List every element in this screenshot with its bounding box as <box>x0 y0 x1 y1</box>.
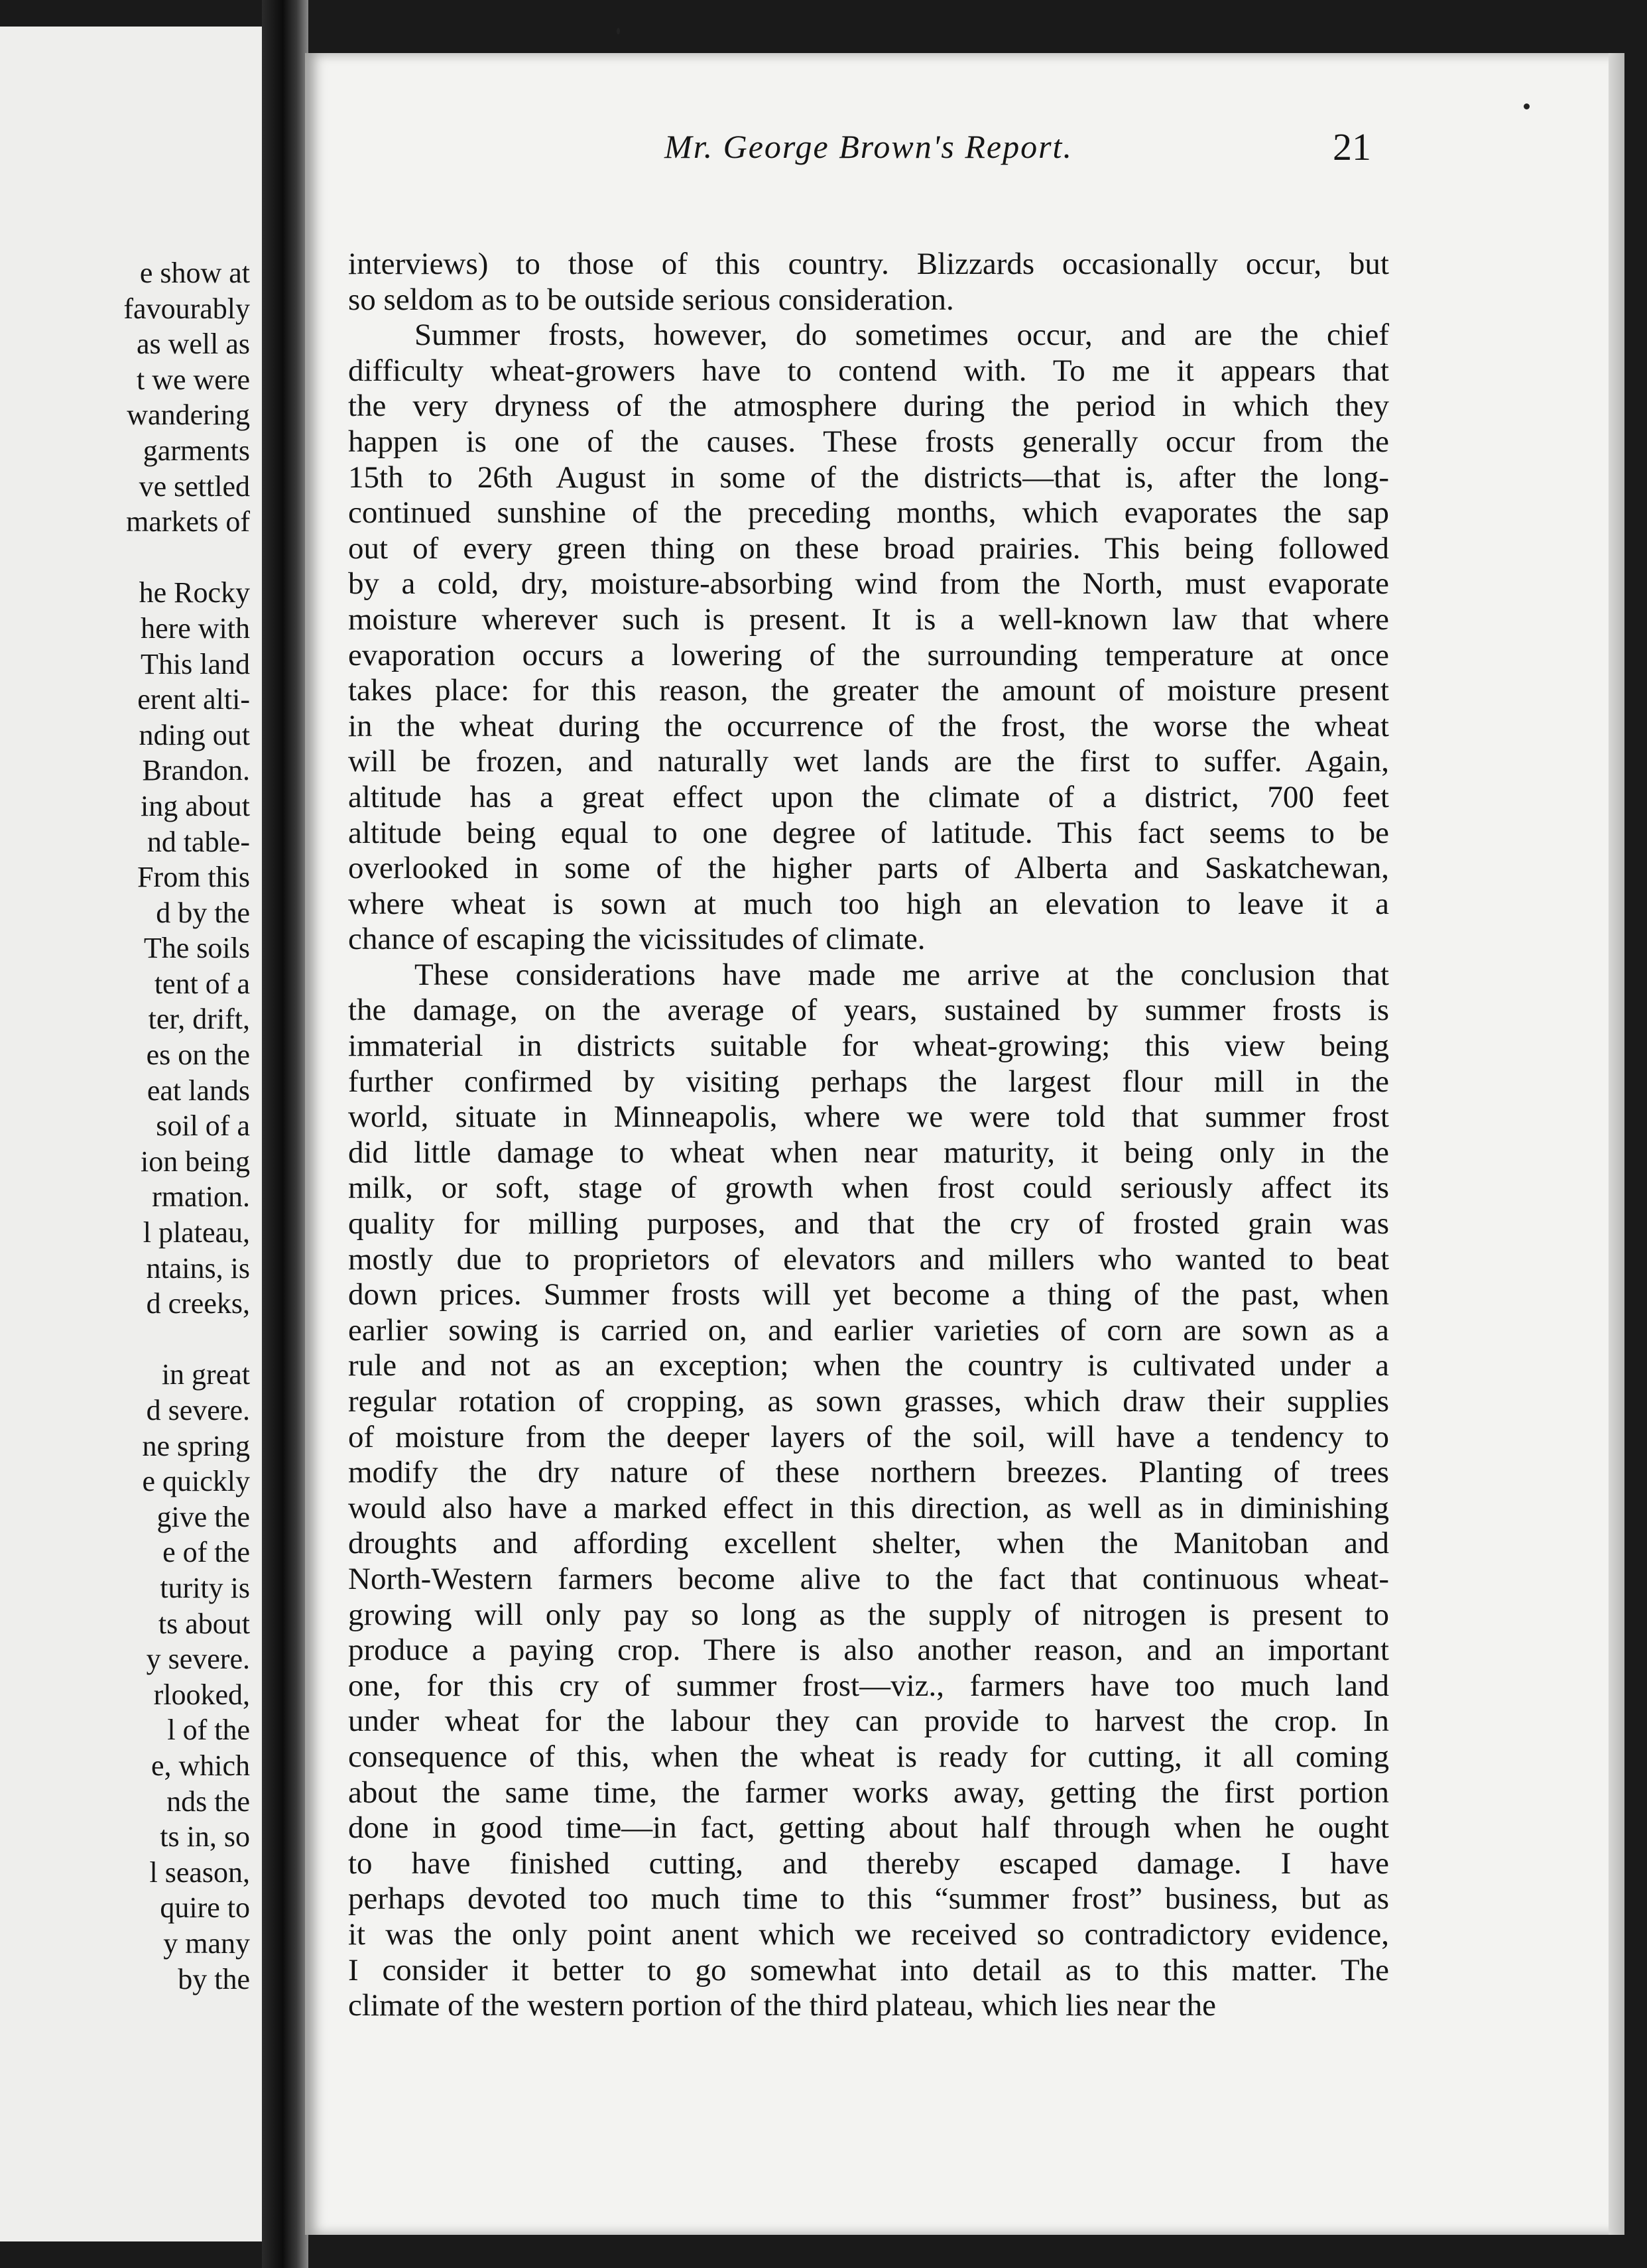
left-page-line: ion being <box>141 1145 250 1178</box>
left-page-line: d creeks, <box>146 1287 250 1320</box>
left-page-line: markets of <box>126 505 250 538</box>
left-page-line: quire to <box>160 1891 250 1924</box>
left-page-line: e of the <box>162 1536 250 1569</box>
left-page-line: erent alti- <box>137 683 250 716</box>
left-page-line: rlooked, <box>153 1678 250 1711</box>
left-page-line: ve settled <box>139 470 250 503</box>
page-number: 21 <box>1333 125 1371 168</box>
body-line: did little damage to wheat when near maturity, it being only in the <box>348 1135 1389 1170</box>
left-page-line: as well as <box>136 328 250 361</box>
body-line: where wheat is sown at much too high an elevation to leave it a <box>348 886 1389 921</box>
body-line: produce a paying crop. There is also another reason, and an important <box>348 1633 1389 1668</box>
left-page-line <box>0 540 250 576</box>
body-line: 15th to 26th August in some of the districts—that is, after the long- <box>348 460 1389 495</box>
body-line: climate of the western portion of the third plateau, which lies near the <box>348 1988 1217 2023</box>
body-line: earlier sowing is carried on, and earlier varieties of corn are sown as a <box>348 1312 1389 1348</box>
body-line: milk, or soft, stage of growth when frost could seriously affect its <box>348 1170 1389 1206</box>
left-page-line: soil of a <box>156 1109 250 1143</box>
body-line: happen is one of the causes. These frosts generally occur from the <box>348 424 1389 459</box>
left-page-line: in great <box>161 1358 250 1391</box>
ink-speck <box>1524 103 1530 109</box>
left-page-line: tent of a <box>154 967 250 1000</box>
left-page-line: nd table- <box>147 825 250 858</box>
body-line: quality for milling purposes, and that the cry of frosted grain was <box>348 1206 1389 1241</box>
left-page-line: ne spring <box>142 1429 250 1462</box>
body-line: the damage, on the average of years, sustained by summer frosts is <box>348 993 1389 1028</box>
left-page-line: here with <box>141 611 250 645</box>
left-page-line: d severe. <box>146 1394 250 1426</box>
body-line: interviews) to those of this country. Blizzards occasionally occur, but <box>348 247 1389 281</box>
body-line: takes place: for this reason, the greater the amount of moisture present <box>348 673 1389 708</box>
left-page-line: Brandon. <box>142 754 250 787</box>
body-line: North-Western farmers become alive to the fact that continuous wheat- <box>348 1561 1389 1596</box>
left-page-line: t we were <box>136 363 250 396</box>
body-line: droughts and affording excellent shelter, when the Manitoban and <box>348 1526 1389 1561</box>
left-page-line: The soils <box>143 932 250 965</box>
body-line: immaterial in districts suitable for wheat-growing; this view being <box>348 1029 1389 1064</box>
body-line: would also have a marked effect in this direction, as well as in diminishing <box>348 1490 1389 1525</box>
body-line: evaporation occurs a lowering of the surrounding temperature at once <box>348 637 1389 672</box>
body-line: overlooked in some of the higher parts of Alberta and Saskatchewan, <box>348 851 1389 886</box>
left-page-line: es on the <box>146 1039 250 1072</box>
body-line: the very dryness of the atmosphere during the period in which they <box>348 389 1389 424</box>
body-line: in the wheat during the occurrence of the frost, the worse the wheat <box>348 708 1389 743</box>
body-line: further confirmed by visiting perhaps the largest flour mill in the <box>348 1064 1389 1099</box>
body-line: under wheat for the labour they can provide to harvest the crop. In <box>348 1704 1389 1739</box>
left-page-line: l plateau, <box>143 1216 250 1249</box>
left-page-line: nds the <box>166 1785 250 1818</box>
left-page-line: l season, <box>149 1856 250 1889</box>
left-page-line: y severe. <box>146 1643 250 1676</box>
body-line: will be frozen, and naturally wet lands are the first to suffer. Again, <box>348 744 1389 779</box>
left-page-line: l of the <box>167 1714 250 1747</box>
body-line: by a cold, dry, moisture-absorbing wind from the North, must evaporate <box>348 566 1389 601</box>
body-line: continued sunshine of the preceding months, which evaporates the sap <box>348 495 1389 531</box>
body-line: chance of escaping the vicissitudes of climate. <box>348 922 926 957</box>
book-gutter <box>262 0 308 2268</box>
body-line: consequence of this, when the wheat is ready for cutting, it all coming <box>348 1739 1389 1774</box>
body-line: moisture wherever such is present. It is a well-known law that where <box>348 601 1389 637</box>
body-text <box>348 247 1389 2024</box>
left-page-line: eat lands <box>147 1074 250 1107</box>
left-page-text <box>0 255 250 1997</box>
left-page-line: ts in, so <box>160 1820 250 1854</box>
left-page-line: ing about <box>141 789 250 822</box>
left-page-line <box>0 1322 250 1357</box>
body-line: These considerations have made me arrive at the conclusion that <box>414 957 1389 992</box>
body-line: about the same time, the farmer works away, getting the first portion <box>348 1775 1389 1810</box>
left-page-line: y many <box>163 1926 250 1960</box>
body-line: rule and not as an exception; when the country is cultivated under a <box>348 1348 1389 1383</box>
body-line: of moisture from the deeper layers of the soil, will have a tendency to <box>348 1419 1389 1454</box>
left-page-line: This land <box>141 647 250 680</box>
body-line: done in good time—in fact, getting about half through when he ought <box>348 1810 1389 1846</box>
left-page-line: rmation. <box>152 1180 250 1214</box>
body-line: one, for this cry of summer frost—viz., farmers have too much land <box>348 1668 1389 1703</box>
body-line: difficulty wheat-growers have to contend with. To me it appears that <box>348 353 1389 388</box>
left-page-line: ntains, is <box>146 1251 250 1285</box>
body-line: altitude has a great effect upon the climate of a district, 700 feet <box>348 779 1389 814</box>
body-line: altitude being equal to one degree of latitude. This fact seems to be <box>348 815 1389 850</box>
body-line: world, situate in Minneapolis, where we were told that summer frost <box>348 1100 1389 1135</box>
body-line: it was the only point anent which we received so contradictory evidence, <box>348 1917 1389 1952</box>
left-page-line: e show at <box>139 257 250 289</box>
left-page-line: From this <box>137 861 250 894</box>
left-page-line: ts about <box>158 1607 250 1640</box>
left-page-line: nding out <box>139 718 250 751</box>
body-line: regular rotation of cropping, as sown grasses, which draw their supplies <box>348 1384 1389 1418</box>
left-page-line: turity is <box>160 1571 250 1604</box>
left-page-line: e quickly <box>142 1465 250 1498</box>
left-page-line: give the <box>156 1500 250 1533</box>
left-page-line: ter, drift, <box>148 1003 250 1036</box>
left-page-line: by the <box>178 1962 250 1995</box>
body-line: out of every green thing on these broad prairies. This being followed <box>348 531 1389 566</box>
page-edge <box>1609 53 1624 2235</box>
body-line: so seldom as to be outside serious consideration. <box>348 282 954 317</box>
running-head: Mr. George Brown's Report. <box>664 128 1073 165</box>
left-facing-page <box>0 27 262 2241</box>
body-line: mostly due to proprietors of elevators and millers who wanted to beat <box>348 1241 1389 1277</box>
left-page-line: d by the <box>156 896 250 929</box>
left-page-line: e, which <box>151 1749 250 1782</box>
left-page-line: he Rocky <box>139 576 250 609</box>
body-line: I consider it better to go somewhat into detail as to this matter. The <box>348 1952 1389 1987</box>
body-line: growing will only pay so long as the supply of nitrogen is present to <box>348 1597 1389 1632</box>
left-page-line: favourably <box>123 292 250 325</box>
body-line: modify the dry nature of these northern breezes. Planting of trees <box>348 1455 1389 1490</box>
left-page-line: garments <box>143 434 250 467</box>
body-line: Summer frosts, however, do sometimes occur, and are the chief <box>414 318 1389 353</box>
body-line: to have finished cutting, and thereby escaped damage. I have <box>348 1846 1389 1881</box>
body-line: down prices. Summer frosts will yet become a thing of the past, when <box>348 1277 1389 1312</box>
ink-speck <box>617 28 620 34</box>
left-page-line: wandering <box>127 399 250 432</box>
body-line: perhaps devoted too much time to this “summer frost” business, but as <box>348 1881 1389 1917</box>
